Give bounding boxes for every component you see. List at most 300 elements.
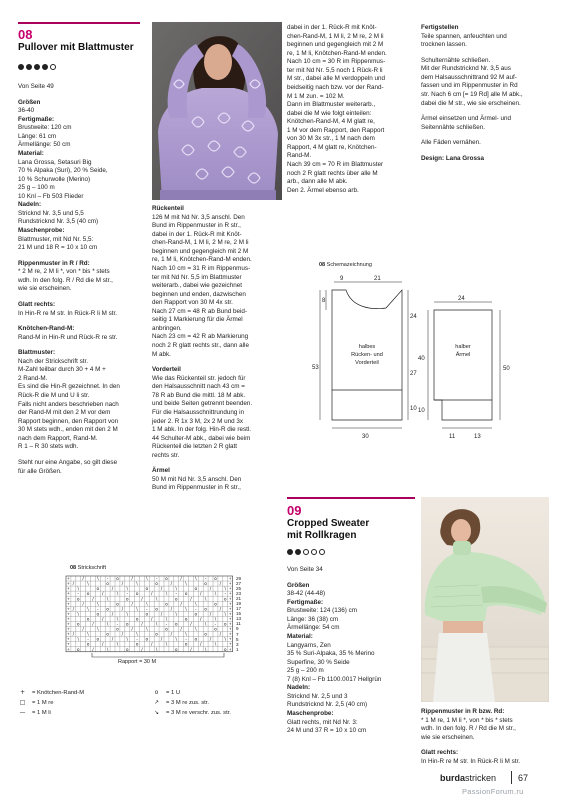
chart-stitch-symbol: o xyxy=(214,602,217,608)
chart-stitch-symbol: o xyxy=(174,647,178,653)
sleeve-dim-40: 40 xyxy=(418,356,425,362)
chart-stitch-symbol: o xyxy=(135,617,139,623)
legend-text: = 3 M re zus. str. xyxy=(166,700,210,706)
chart-stitch-symbol: o xyxy=(194,612,198,618)
chart-edge-stitch: + xyxy=(228,611,232,617)
text-line: M-Zahl teilbar durch 30 + 4 M + xyxy=(18,366,106,374)
section-heading: Fertigmaße: xyxy=(287,598,324,606)
chart-stitch-symbol: o xyxy=(174,597,178,603)
chart-stitch-symbol: o xyxy=(204,582,207,588)
chart-stitch-symbol: o xyxy=(204,607,207,613)
text-line: Dann im Blattmuster weiterarb., xyxy=(287,101,376,109)
body-piece-label-1: halbes xyxy=(358,344,376,350)
chart-stitch-symbol: \ xyxy=(146,577,148,583)
chart-stitch-symbol: \ xyxy=(146,627,148,633)
text-line: 21 M und 18 R = 10 x 10 cm xyxy=(18,244,98,252)
chart-stitch-symbol: - xyxy=(165,622,168,628)
chart-row-number: 19 xyxy=(236,601,242,607)
chart-stitch-symbol: \ xyxy=(175,587,177,593)
chart-stitch-symbol: o xyxy=(106,582,109,588)
pattern-number-08: 08 xyxy=(18,27,33,42)
section-heading: Material: xyxy=(18,149,44,157)
chart-stitch-symbol: \ xyxy=(116,592,119,598)
dim-27: 27 xyxy=(410,371,417,377)
text-line: Den 2. Ärmel ebenso arb. xyxy=(287,186,359,194)
sleeve-dim-11: 11 xyxy=(449,434,456,440)
chart-edge-stitch: + xyxy=(67,576,70,582)
text-line: str. Nach 6 cm [= 19 Rd] alle M abk., xyxy=(421,90,523,98)
legend-item xyxy=(18,700,53,708)
chart-stitch-symbol: / xyxy=(121,632,124,638)
chart-label xyxy=(70,565,106,572)
text-line: dabei in der 1. Rück-R mit Knöt- xyxy=(152,230,242,238)
chart-edge-stitch: + xyxy=(228,631,232,637)
chart-stitch-symbol: \ xyxy=(214,592,217,598)
dim-24: 24 xyxy=(410,314,417,320)
body-piece-label-3: Vorderteil xyxy=(355,360,379,366)
pattern-08-instructions-column xyxy=(152,205,282,493)
text-line: nach dem Rapport, Rand-M. xyxy=(18,434,98,442)
chart-stitch-symbol: o xyxy=(214,627,217,633)
legend-text: = 1 M re xyxy=(32,700,54,706)
difficulty-dot-filled xyxy=(18,64,24,70)
text-line: beginnen und gegengleich mit 2 M xyxy=(287,41,384,49)
chart-stitch-symbol: \ xyxy=(165,592,168,598)
chart-edge-stitch: + xyxy=(228,591,232,597)
chart-row-number: 9 xyxy=(236,626,239,632)
text-line: dabei in der 1. Rück-R mit Knöt- xyxy=(287,24,377,31)
text-line: Langyarns, Zen xyxy=(287,641,331,649)
chart-edge-stitch: + xyxy=(67,631,70,637)
chart-stitch-symbol: o xyxy=(194,637,198,643)
chart-stitch-symbol: / xyxy=(121,582,124,588)
text-line: M abk. xyxy=(152,350,171,358)
pattern-09-patterns-column xyxy=(421,708,551,766)
chart-stitch-symbol: / xyxy=(141,597,143,603)
magazine-brand xyxy=(440,772,496,784)
chart-stitch-symbol: \ xyxy=(126,612,128,618)
chart-stitch-symbol: / xyxy=(160,612,163,618)
chart-stitch-symbol: \ xyxy=(87,582,89,588)
chart-edge-stitch: + xyxy=(228,576,232,582)
chart-stitch-symbol: \ xyxy=(195,577,197,583)
text-line: * 2 M re, 2 M li *, von * bis * stets xyxy=(18,268,110,276)
chart-stitch-symbol: / xyxy=(82,602,84,608)
chart-stitch-symbol: / xyxy=(200,642,202,648)
text-line: 25 g – 200 m xyxy=(287,667,324,675)
chart-label-text: Strickschrift xyxy=(77,565,107,571)
legend-symbol: ↗ xyxy=(154,700,159,706)
text-line: Lana Grossa, Setasuri Big xyxy=(18,158,92,166)
section-heading: Blattmuster: xyxy=(18,349,56,357)
chart-stitch-symbol: o xyxy=(86,617,90,623)
chart-stitch-symbol: \ xyxy=(155,597,158,603)
chart-stitch-symbol: o xyxy=(76,622,80,628)
chart-stitch-symbol: o xyxy=(155,607,158,613)
chart-row-number: 17 xyxy=(236,606,242,612)
chart-stitch-symbol: o xyxy=(204,632,207,638)
chart-edge-stitch: + xyxy=(67,581,70,587)
chart-stitch-symbol: o xyxy=(76,597,80,603)
legend-item xyxy=(152,700,209,708)
legend-item xyxy=(152,690,180,698)
text-line: 35 % Suri-Alpaka, 35 % Merino xyxy=(287,650,375,658)
text-line: 38-42 (44-48) xyxy=(287,590,326,598)
text-line: Rapport, 4 M glatt re, Knötchen- xyxy=(287,143,377,151)
pattern-08-finishing-column xyxy=(421,24,551,163)
text-line: Mit der Rundstricknd Nr. 3,5 aus xyxy=(421,65,511,73)
paragraph-gap xyxy=(18,92,143,99)
chart-stitch-symbol: / xyxy=(209,612,212,618)
chart-row-labels xyxy=(236,576,250,652)
chart-stitch-symbol: \ xyxy=(165,642,168,648)
chart-edge-stitch: + xyxy=(67,636,70,642)
chart-stitch-symbol: o xyxy=(214,577,217,583)
legend-symbol: o xyxy=(154,690,159,696)
chart-stitch-symbol: - xyxy=(136,637,138,643)
difficulty-dot-filled xyxy=(295,549,301,555)
watermark: PassionForum.ru xyxy=(462,787,524,796)
pattern-title-09-line1: Cropped Sweater xyxy=(287,518,370,529)
chart-stitch-symbol: o xyxy=(96,637,100,643)
chart-stitch-symbol: \ xyxy=(165,617,168,623)
section-heading: Vorderteil xyxy=(152,366,181,374)
text-line: M str., dabei alle M verdoppeln und xyxy=(287,75,386,83)
chart-stitch-symbol: o xyxy=(135,642,139,648)
chart-stitch-symbol: / xyxy=(111,637,114,643)
text-line: dem Halsausschnittrand 92 M auf- xyxy=(421,73,517,81)
chart-stitch-symbol: \ xyxy=(214,617,217,623)
chart-edge-stitch: + xyxy=(67,621,70,627)
difficulty-dot-filled xyxy=(42,64,48,70)
text-line: 10 Knl – Fb 503 Flieder xyxy=(18,192,84,200)
chart-stitch-symbol: \ xyxy=(106,597,109,603)
text-line: chen-Rand-M, 1 M li, 2 M re, 2 M li xyxy=(287,32,384,40)
chart-stitch-symbol: / xyxy=(180,577,182,583)
chart-stitch-symbol: / xyxy=(111,612,114,618)
text-line: Nach 39 cm = 70 R im Blattmuster xyxy=(287,161,384,168)
chart-stitch-symbol: / xyxy=(141,622,143,628)
text-line: Nach der Strickschrift str. xyxy=(18,357,88,365)
dim-53: 53 xyxy=(312,365,319,371)
text-line: noch 2 R glatt rechts über alle M xyxy=(287,169,378,177)
difficulty-dot-filled xyxy=(34,64,40,70)
chart-stitch-symbol: \ xyxy=(155,647,158,653)
pattern-number-09: 09 xyxy=(287,503,302,518)
section-heading: Nadeln: xyxy=(18,201,42,209)
section-heading: Glatt rechts: xyxy=(18,300,56,308)
section-heading: Rippenmuster in R bzw. Rd: xyxy=(421,708,505,715)
text-line: 25 g – 100 m xyxy=(18,184,55,192)
page-number: 67 xyxy=(518,773,529,783)
text-line: wdh. In den folg. R / Rd die M str., xyxy=(421,725,516,733)
text-line: noch 2 R glatt rechts str., dann alle xyxy=(152,342,249,349)
section-09-rule xyxy=(287,497,415,499)
chart-stitch-symbol: / xyxy=(200,617,202,623)
text-line: Nach 10 cm = 30 R im Rippenmus- xyxy=(287,58,386,66)
chart-stitch-symbol: - xyxy=(155,577,158,583)
text-line: beginnen und gegengleich mit 2 M xyxy=(152,247,249,255)
legend-text: = 1 M li xyxy=(32,710,51,716)
text-line: Länge: 36 (38) cm xyxy=(287,615,339,623)
chart-stitch-symbol: o xyxy=(86,592,90,598)
text-line: In Hin-R re M str. In Rück-R li M str. xyxy=(421,757,521,765)
chart-stitch-symbol: / xyxy=(82,577,84,583)
chart-stitch-symbol: / xyxy=(209,587,212,593)
chart-row-number: 13 xyxy=(236,616,242,622)
chart-stitch-symbol: / xyxy=(190,647,192,653)
chart-stitch-symbol: - xyxy=(87,637,89,643)
chart-stitch-symbol: o xyxy=(165,602,168,608)
text-line: ter mit Nd Nr. 5,5 noch 1 Rück-R li xyxy=(287,66,383,74)
difficulty-rating-08 xyxy=(18,64,56,70)
pattern-title-08: Pullover mit Blattmuster xyxy=(18,42,134,53)
chart-stitch-symbol: o xyxy=(86,642,90,648)
schema-label-text: Schemazeichnung xyxy=(326,262,372,268)
chart-row-number: 7 xyxy=(236,631,239,637)
chart-stitch-symbol: / xyxy=(131,577,133,583)
chart-stitch-symbol: \ xyxy=(175,637,177,643)
text-line: Nach 27 cm = 48 R ab Bund beid- xyxy=(152,307,248,315)
chart-edge-stitch: + xyxy=(228,636,232,642)
difficulty-dot-filled xyxy=(26,64,32,70)
text-line: Rand-M. xyxy=(287,152,312,160)
chart-edge-stitch: + xyxy=(228,616,232,622)
chart-stitch-symbol: \ xyxy=(106,647,109,653)
text-line: Rückenteil die letzten 2 R glatt xyxy=(152,443,238,451)
text-line: Glatt rechts, mit Nd Nr. 3: xyxy=(287,718,358,726)
chart-stitch-symbol: / xyxy=(170,582,173,588)
sleeve-piece-label-2: Ärmel xyxy=(455,352,471,358)
knitting-chart-grid xyxy=(66,576,233,653)
text-line: Bund im Rippenmuster in R str., xyxy=(152,484,241,492)
chart-row-number: 27 xyxy=(236,581,242,587)
section-heading: Glatt rechts: xyxy=(421,749,459,757)
chart-stitch-symbol: o xyxy=(116,627,119,633)
chart-stitch-symbol: / xyxy=(190,622,192,628)
green-sweater-photo-image xyxy=(421,497,549,702)
paragraph-gap xyxy=(421,50,551,57)
chart-stitch-symbol: o xyxy=(145,612,149,618)
chart-stitch-symbol: o xyxy=(155,582,158,588)
chart-stitch-symbol: o xyxy=(76,647,80,653)
sleeve-dim-13: 13 xyxy=(474,434,481,440)
chart-stitch-symbol: o xyxy=(155,632,158,638)
section-heading: Material: xyxy=(287,632,313,640)
text-line: Rapport beginnen, den Rapport von xyxy=(18,417,119,425)
brand-bold: burda xyxy=(440,773,466,783)
text-line: Rundstricknd Nr. 2,5 (40 cm) xyxy=(287,701,368,709)
chart-stitch-symbol: - xyxy=(97,607,99,613)
section-heading: Maschenprobe: xyxy=(18,227,65,234)
chart-stitch-symbol: / xyxy=(102,592,104,598)
chart-stitch-symbol: \ xyxy=(204,647,207,653)
text-line: Rück-R die M und U li str. xyxy=(18,392,90,399)
chart-edge-stitch: + xyxy=(228,641,232,647)
chart-stitch-symbol: / xyxy=(102,617,104,623)
difficulty-dot-empty xyxy=(50,64,56,70)
paragraph-gap xyxy=(152,359,282,366)
pattern-09-materials-column xyxy=(287,566,417,736)
paragraph-gap xyxy=(18,452,143,459)
knitting-chart xyxy=(64,575,256,663)
text-line: re, 1 M li, Knötchen-Rand-M enden. xyxy=(287,49,387,57)
chart-edge-stitch: + xyxy=(67,606,70,612)
text-line: der Rand-M mit den 2 M vor dem xyxy=(18,409,111,417)
text-line: Es sind die Hin-R gezeichnet. In den xyxy=(18,383,120,391)
text-line: ter mit Nd Nr. 5,5 im Blattmuster xyxy=(152,273,242,281)
chart-stitch-symbol: / xyxy=(160,637,163,643)
chart-edge-stitch: + xyxy=(228,601,232,607)
difficulty-dot-empty xyxy=(319,549,325,555)
chart-stitch-symbol: o xyxy=(145,637,149,643)
chart-stitch-symbol: \ xyxy=(204,597,207,603)
text-line: beidseitig nach bzw. vor der Rand- xyxy=(287,83,384,91)
chart-stitch-symbol: \ xyxy=(126,637,128,643)
chart-row-number: 5 xyxy=(236,636,239,642)
section-heading: Größen xyxy=(287,581,310,589)
legend-item xyxy=(18,690,84,698)
chart-stitch-symbol: / xyxy=(151,617,153,623)
chart-stitch-symbol: o xyxy=(106,607,109,613)
text-line: 1 M abk. In der folg. Hin-R die restl. xyxy=(152,426,252,434)
text-line: beginnen und enden, dazwischen xyxy=(152,290,246,298)
chart-label-number: 08 xyxy=(70,565,77,571)
dim-8: 8 xyxy=(322,298,326,304)
chart-stitch-symbol: o xyxy=(125,647,129,653)
chart-stitch-symbol: o xyxy=(223,597,227,603)
chart-stitch-symbol: / xyxy=(141,647,143,653)
chart-stitch-symbol: o xyxy=(96,612,100,618)
text-line: R 1 – R 30 stets wdh. xyxy=(18,443,79,451)
text-line: rechts str. xyxy=(152,451,180,459)
chart-stitch-symbol: / xyxy=(131,627,133,633)
chart-edge-stitch: + xyxy=(67,596,70,602)
chart-stitch-symbol: \ xyxy=(214,642,217,648)
section-heading: Ärmel xyxy=(152,467,170,475)
text-line: Blattmuster, mit Nd Nr. 5,5: xyxy=(18,235,94,243)
text-line: fassen und im Rippenmuster in Rd xyxy=(421,82,518,90)
dim-30: 30 xyxy=(362,434,369,440)
chart-stitch-symbol: \ xyxy=(224,587,226,593)
chart-row-number: 25 xyxy=(236,586,242,592)
chart-stitch-symbol: o xyxy=(116,602,119,608)
text-line: für alle Größen. xyxy=(18,467,62,475)
paragraph-gap xyxy=(18,342,143,349)
photo-green-cropped-sweater xyxy=(421,497,549,702)
chart-edge-stitch: + xyxy=(67,586,70,592)
section-heading: Nadeln: xyxy=(287,684,311,692)
sleeve-dim-10: 10 xyxy=(418,408,425,414)
chart-stitch-symbol: o xyxy=(116,577,119,583)
chart-stitch-symbol: \ xyxy=(195,602,197,608)
text-line: Von Seite 49 xyxy=(18,83,54,90)
chart-stitch-symbol: - xyxy=(106,577,109,583)
text-line: Stricknd Nr. 3,5 und 5,5 xyxy=(18,209,84,217)
chart-stitch-symbol: \ xyxy=(116,617,119,623)
schema-label-number: 08 xyxy=(319,262,326,268)
chart-stitch-symbol: - xyxy=(77,592,80,598)
legend-symbol: — xyxy=(19,710,26,716)
chart-edge-stitch: + xyxy=(67,601,70,607)
chart-stitch-symbol: - xyxy=(195,607,197,613)
text-line: * 1 M re, 1 M li *, von * bis * stets xyxy=(421,716,513,724)
chart-stitch-symbol: \ xyxy=(126,587,128,593)
chart-stitch-symbol: / xyxy=(92,647,94,653)
chart-stitch-symbol: \ xyxy=(77,587,79,593)
chart-row-number: 11 xyxy=(236,621,241,627)
chart-edge-stitch: + xyxy=(228,626,232,632)
chart-stitch-symbol: \ xyxy=(195,627,197,633)
chart-stitch-symbol: o xyxy=(135,592,139,598)
chart-stitch-symbol: / xyxy=(72,582,75,588)
text-line: Von Seite 34 xyxy=(287,566,323,573)
text-line: weiterarb., dabei wie gezeichnet xyxy=(152,282,242,290)
pattern-08-materials-column xyxy=(18,83,143,476)
chart-stitch-symbol: \ xyxy=(175,612,177,618)
chart-stitch-symbol: / xyxy=(92,597,94,603)
legend-symbol: + xyxy=(20,690,25,696)
chart-edge-stitch: + xyxy=(228,586,232,592)
chart-stitch-symbol: o xyxy=(184,592,188,598)
text-line: Rundstricknd Nr. 3,5 (40 cm) xyxy=(18,218,99,226)
section-heading: Fertigstellen xyxy=(421,24,459,31)
text-line: Ärmellänge: 50 cm xyxy=(18,141,71,149)
chart-stitch-symbol: / xyxy=(209,637,212,643)
text-line: dabei die M str., wie sie erscheinen. xyxy=(421,99,521,107)
chart-edge-stitch: + xyxy=(67,591,70,597)
text-line: 36-40 xyxy=(18,107,35,115)
difficulty-rating-09 xyxy=(287,549,325,555)
chart-stitch-symbol: o xyxy=(96,587,100,593)
chart-stitch-symbol: / xyxy=(190,597,192,603)
text-line: 1 M vor dem Rapport, den Rapport xyxy=(287,126,385,134)
chart-stitch-symbol: \ xyxy=(116,642,119,648)
legend-symbol: ↘ xyxy=(154,710,159,716)
chart-stitch-symbol: o xyxy=(145,587,149,593)
chart-stitch-symbol: \ xyxy=(136,632,138,638)
chart-stitch-symbol: \ xyxy=(87,607,89,613)
chart-stitch-symbol: o xyxy=(184,642,188,648)
text-line: arb., dann alle M abk. xyxy=(287,178,348,186)
chart-stitch-symbol: \ xyxy=(136,582,138,588)
text-line: den Rapport von 30 M 4x str. xyxy=(152,299,233,307)
chart-stitch-symbol: / xyxy=(180,602,182,608)
photo-lilac-sweater xyxy=(152,22,282,200)
pattern-title-09-line2: mit Rollkragen xyxy=(287,530,357,541)
text-line: Brustweite: 124 (136) cm xyxy=(287,607,357,615)
chart-stitch-symbol: o xyxy=(125,597,129,603)
chart-stitch-symbol: o xyxy=(165,577,168,583)
chart-stitch-symbol: / xyxy=(72,632,75,638)
text-line: Nach 10 cm = 31 R im Rippenmus- xyxy=(152,264,251,272)
chart-stitch-symbol: / xyxy=(92,622,94,628)
text-line: Bund im Rippenmuster in R str., xyxy=(152,222,241,230)
text-line: In Hin-R re M str. In Rück-R li M str. xyxy=(18,309,118,317)
text-line: Alle Fäden vernähen. xyxy=(421,139,481,147)
sleeve-outline xyxy=(434,310,492,420)
chart-stitch-symbol: \ xyxy=(97,577,99,583)
legend-item xyxy=(152,710,231,718)
chart-stitch-symbol: / xyxy=(131,602,133,608)
paragraph-gap xyxy=(18,318,143,325)
section-heading: Design: Lana Grossa xyxy=(421,154,484,162)
section-heading: Fertigmaße: xyxy=(18,115,55,123)
chart-row-number: 23 xyxy=(236,591,242,597)
chart-stitch-symbol: \ xyxy=(77,637,79,643)
text-line: Rand-M in Hin-R und Rück-R re str. xyxy=(18,333,118,341)
text-line: 78 R ab Bund die mittl. 18 M abk. xyxy=(152,391,246,399)
